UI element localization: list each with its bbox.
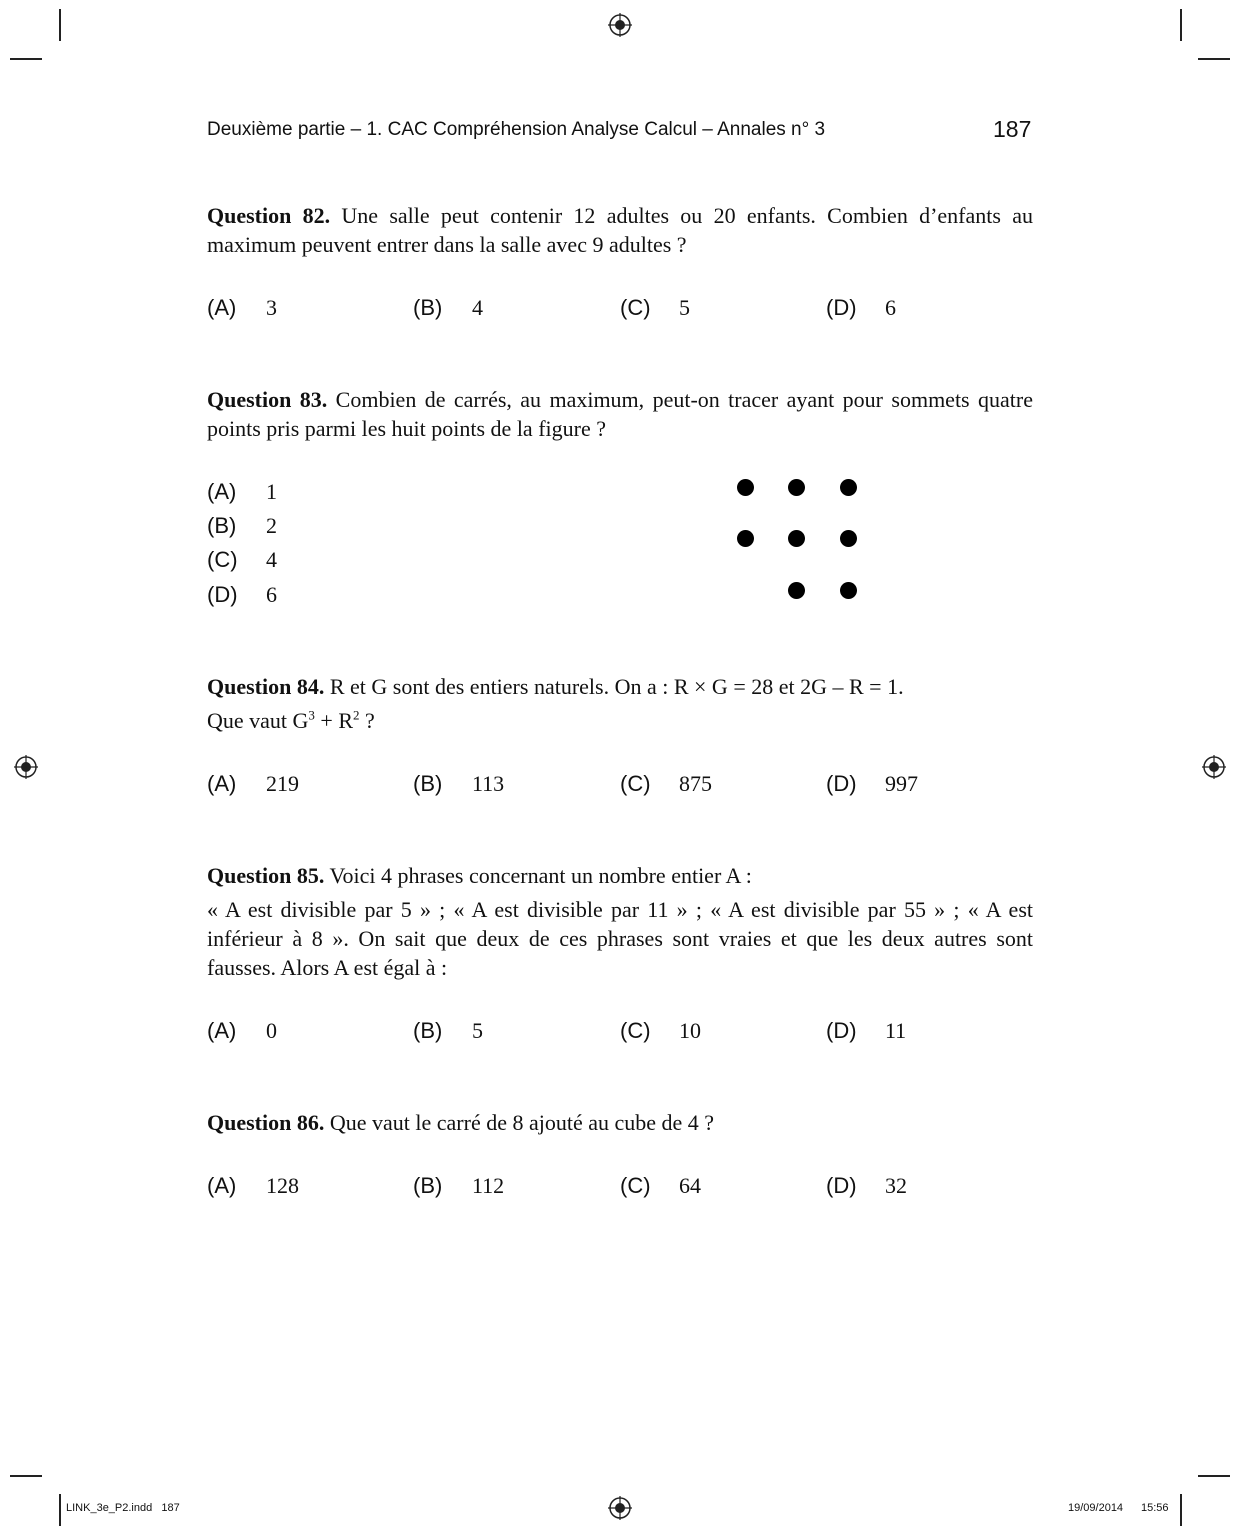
option-letter: (B) bbox=[207, 513, 237, 538]
crop-mark-bottom-right-horizontal bbox=[1198, 1475, 1230, 1477]
crop-mark-top-left-vertical bbox=[59, 9, 61, 41]
option-value: 4 bbox=[472, 295, 483, 320]
question-label: Question 82. bbox=[207, 203, 331, 228]
question-82 bbox=[207, 201, 1033, 259]
option-value: 11 bbox=[885, 1018, 907, 1043]
option-value: 219 bbox=[266, 771, 299, 796]
question-label: Question 84. bbox=[207, 674, 325, 699]
print-time: 15:56 bbox=[1141, 1502, 1169, 1514]
figure-point bbox=[737, 530, 754, 547]
option-value: 2 bbox=[266, 513, 277, 538]
crop-mark-bottom-left-horizontal bbox=[10, 1475, 42, 1477]
option-letter: (A) bbox=[207, 479, 237, 504]
page-number: 187 bbox=[993, 116, 1032, 142]
figure-point bbox=[840, 530, 857, 547]
question-text: « A est divisible par 5 » ; « A est divisible par 11 » ; « A est divisible par 55 » ; « A est inférieur à 8 ». On sait que deux de ces phrases sont vraies et que les deux autres sont fausses. Alors A est égal à : bbox=[207, 897, 1033, 980]
registration-mark-icon bbox=[14, 755, 38, 779]
crop-mark-top-right-horizontal bbox=[1198, 58, 1230, 60]
question-text: Que vaut G bbox=[207, 708, 309, 733]
question-label: Question 83. bbox=[207, 387, 328, 412]
option-letter: (A) bbox=[207, 295, 237, 320]
option-letter: (B) bbox=[413, 1173, 443, 1198]
print-date: 19/09/2014 bbox=[1068, 1502, 1124, 1514]
exponent: 2 bbox=[353, 707, 360, 723]
option-letter: (D) bbox=[826, 1173, 857, 1198]
question-83 bbox=[207, 385, 1033, 443]
question-text: Voici 4 phrases concernant un nombre entier A : bbox=[329, 863, 752, 888]
option-letter: (D) bbox=[207, 582, 238, 607]
option-value: 3 bbox=[266, 295, 277, 320]
option-value: 10 bbox=[679, 1018, 701, 1043]
option-letter: (B) bbox=[413, 295, 443, 320]
figure-point bbox=[737, 479, 754, 496]
option-letter: (C) bbox=[207, 547, 238, 572]
question-text: Une salle peut contenir 12 adultes ou 20 enfants. Combien d’enfants au maximum peuvent entrer dans la salle avec 9 adultes ? bbox=[207, 203, 1033, 257]
figure-point bbox=[840, 479, 857, 496]
option-value: 0 bbox=[266, 1018, 277, 1043]
option-letter: (A) bbox=[207, 1173, 237, 1198]
option-letter: (C) bbox=[620, 295, 651, 320]
figure-point bbox=[788, 530, 805, 547]
figure-point bbox=[788, 479, 805, 496]
question-text: + R bbox=[314, 708, 354, 733]
option-value: 997 bbox=[885, 771, 918, 796]
crop-mark-top-right-vertical bbox=[1180, 9, 1182, 41]
registration-mark-icon bbox=[608, 1496, 632, 1520]
exponent: 3 bbox=[308, 707, 315, 723]
figure-point bbox=[840, 582, 857, 599]
crop-mark-bottom-left-vertical bbox=[59, 1494, 61, 1526]
file-slug: LINK_3e_P2.indd 187 bbox=[66, 1502, 180, 1514]
option-value: 5 bbox=[679, 295, 690, 320]
option-letter: (C) bbox=[620, 1173, 651, 1198]
question-text: ? bbox=[359, 708, 375, 733]
question-85 bbox=[207, 861, 1033, 982]
option-letter: (D) bbox=[826, 771, 857, 796]
registration-mark-icon bbox=[1202, 755, 1226, 779]
option-letter: (D) bbox=[826, 295, 857, 320]
question-text: Que vaut le carré de 8 ajouté au cube de 4 ? bbox=[329, 1110, 715, 1135]
question-84 bbox=[207, 672, 1033, 735]
question-text: Combien de carrés, au maximum, peut-on tracer ayant pour sommets quatre points pris parmi les huit points de la figure ? bbox=[207, 387, 1033, 441]
option-value: 128 bbox=[266, 1173, 299, 1198]
option-value: 112 bbox=[472, 1173, 505, 1198]
option-value: 32 bbox=[885, 1173, 907, 1198]
option-letter: (B) bbox=[413, 771, 443, 796]
option-value: 5 bbox=[472, 1018, 483, 1043]
option-value: 875 bbox=[679, 771, 712, 796]
running-title: Deuxième partie – 1. CAC Compréhension Analyse Calcul – Annales n° 3 bbox=[207, 119, 826, 140]
question-text: R et G sont des entiers naturels. On a : R × G = 28 et 2G – R = 1. bbox=[329, 674, 904, 699]
option-letter: (C) bbox=[620, 1018, 651, 1043]
option-letter: (D) bbox=[826, 1018, 857, 1043]
option-letter: (A) bbox=[207, 771, 237, 796]
option-letter: (C) bbox=[620, 771, 651, 796]
option-value: 6 bbox=[266, 582, 277, 607]
option-value: 113 bbox=[472, 771, 505, 796]
option-value: 64 bbox=[679, 1173, 701, 1198]
option-value: 4 bbox=[266, 547, 277, 572]
question-label: Question 86. bbox=[207, 1110, 325, 1135]
figure-point bbox=[788, 582, 805, 599]
option-value: 1 bbox=[266, 479, 277, 504]
option-value: 6 bbox=[885, 295, 896, 320]
question-label: Question 85. bbox=[207, 863, 325, 888]
crop-mark-bottom-right-vertical bbox=[1180, 1494, 1182, 1526]
registration-mark-icon bbox=[608, 13, 632, 37]
option-letter: (A) bbox=[207, 1018, 237, 1043]
question-86 bbox=[207, 1108, 1033, 1137]
option-letter: (B) bbox=[413, 1018, 443, 1043]
crop-mark-top-left-horizontal bbox=[10, 58, 42, 60]
